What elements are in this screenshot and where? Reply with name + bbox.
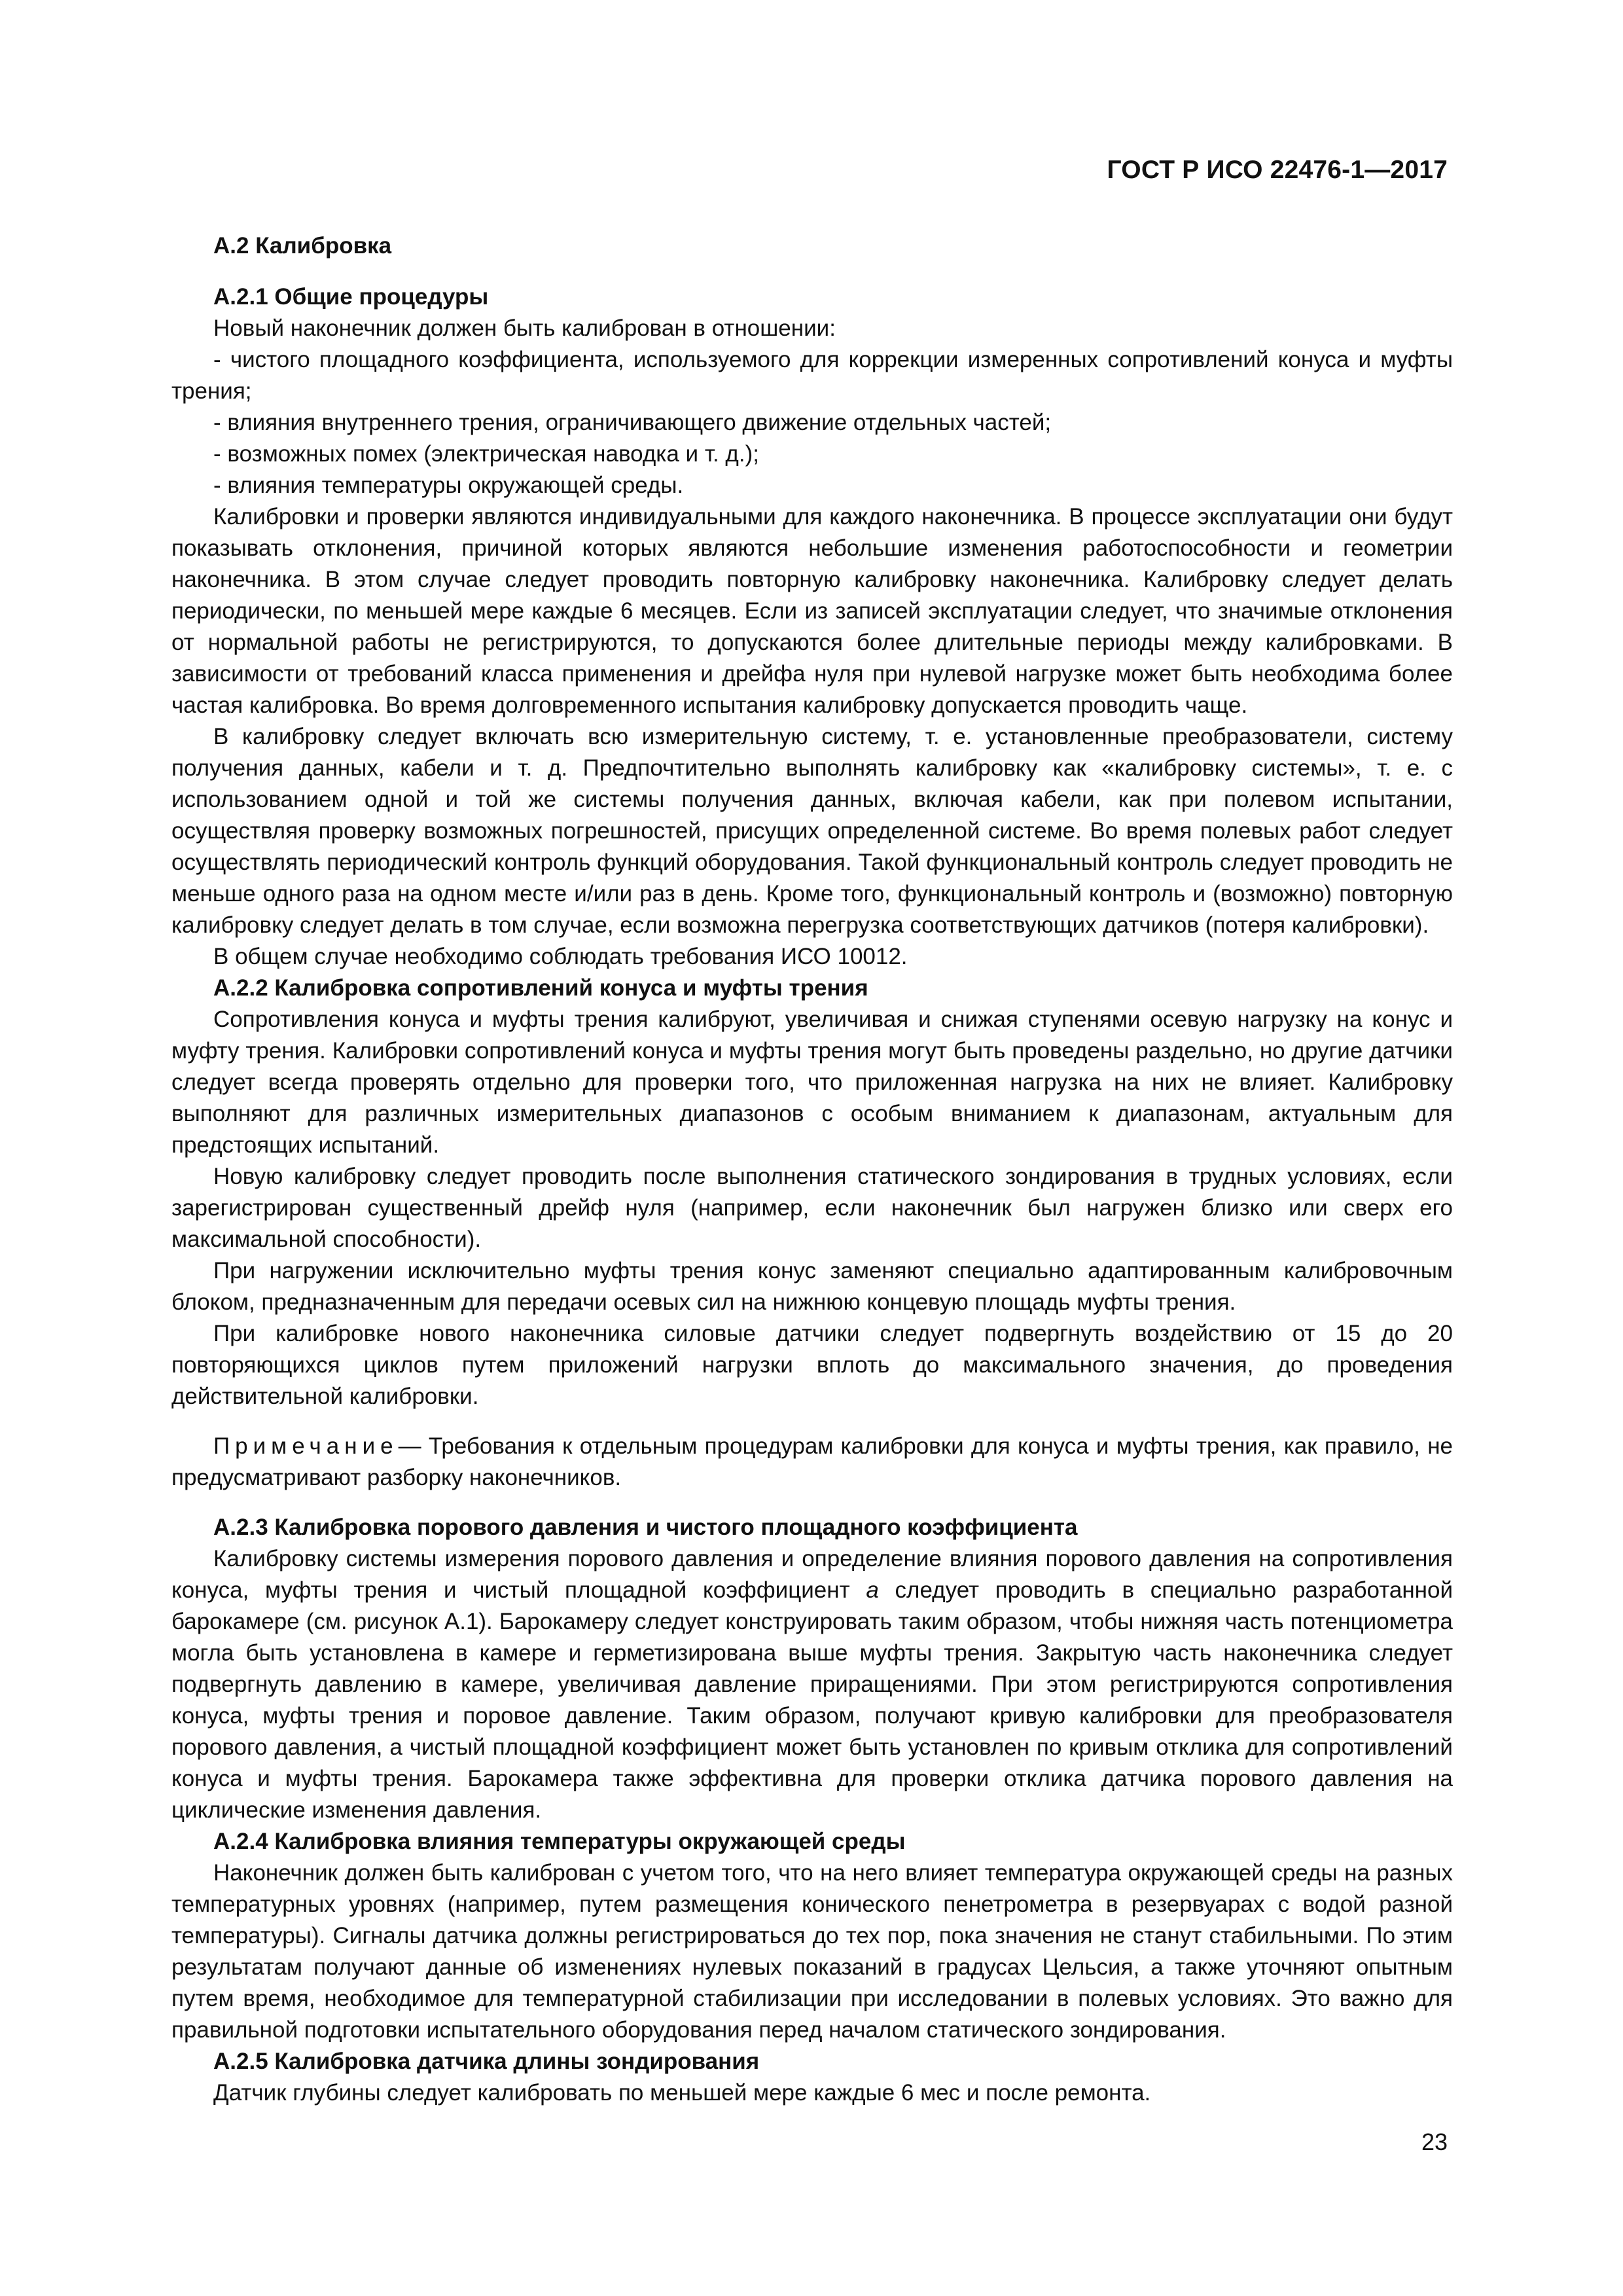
paragraph: Новую калибровку следует проводить после выполнения статического зондирования в трудных условиях, если зарегистрирован существенный дрейф нуля (например, если наконечник был нагружен близко или сверх его максимальной способности). [171,1164,1453,1252]
subsection-heading-a24: А.2.4 Калибровка влияния температуры окружающей среды [213,1829,906,1854]
subsection-heading-a22: А.2.2 Калибровка сопротивлений конуса и муфты трения [213,975,868,1001]
list-item: - возможных помех (электрическая наводка и т. д.); [213,441,759,467]
paragraph: Наконечник должен быть калиброван с учетом того, что на него влияет температура окружающей среды на разных температурных уровнях (например, путем размещения конического пенетрометра в резервуарах с водой разной температуры). Сигналы датчика должны регистрироваться до тех пор, пока значения не станут стабильными. По этим результатам получают данные об изменениях нулевых показаний в градусах Цельсия, а также уточняют опытным путем время, необходимое для температурной стабилизации при исследовании в полевых условиях. Это важно для правильной подготовки испытательного оборудования перед началом статического зондирования. [171,1860,1453,2043]
symbol-a: a [866,1577,879,1603]
note-text: — Требования к отдельным процедурам калибровки для конуса и муфты трения, как правило, не предусматривают разборку наконечников. [171,1433,1453,1490]
paragraph: Сопротивления конуса и муфты трения калибруют, увеличивая и снижая ступенями осевую нагрузку на конус и муфту трения. Калибровки сопротивлений конуса и муфты трения могут быть проведены раздельно, но другие датчики следует всегда проверять отдельно для проверки того, что приложенная нагрузка на них не влияет. Калибровку выполняют для различных измерительных диапазонов с особым вниманием к диапазонам, актуальным для предстоящих испытаний. [171,1007,1453,1158]
subsection-heading-a25: А.2.5 Калибровка датчика длины зондирования [213,2049,760,2074]
document-body [171,230,1453,2109]
paragraph: При калибровке нового наконечника силовые датчики следует подвергнуть воздействию от 15 до 20 повторяющихся циклов путем приложений нагрузки вплоть до максимального значения, до проведения действительной калибровки. [171,1321,1453,1409]
subsection-heading-a23: А.2.3 Калибровка порового давления и чистого площадного коэффициента [213,1515,1078,1540]
list-item: - чистого площадного коэффициента, используемого для коррекции измеренных сопротивлений конуса и муфты трения; [171,347,1453,404]
paragraph: В калибровку следует включать всю измерительную систему, т. е. установленные преобразователи, систему получения данных, кабели и т. д. Предпочтительно выполнять калибровку как «калибровку системы», т. е. с использованием одной и той же системы получения данных, включая кабели, как при полевом испытании, осуществляя проверку возможных погрешностей, присущих определенной системе. Во время полевых работ следует осуществлять периодический контроль функций оборудования. Такой функциональный контроль следует проводить не меньше одного раза на одном месте и/или раз в день. Кроме того, функциональный контроль и (возможно) повторную калибровку следует делать в том случае, если возможна перегрузка соответствующих датчиков (потеря калибровки). [171,724,1453,938]
paragraph: Калибровку системы измерения порового давления и определение влияния порового давления на сопротивления конуса, муфты трения и чистый площадной коэффициент a следует проводить в специально разработанной барокамере (см. рисунок А.1). Барокамеру следует конструировать таким образом, чтобы нижняя часть потенциометра могла быть установлена в камере и герметизирована выше муфты трения. Закрытую часть наконечника следует подвергнуть давлению в камере, увеличивая давление приращениями. При этом регистрируются сопротивления конуса, муфты трения и поровое давление. Таким образом, получают кривую калибровки для преобразователя порового давления, а чистый площадной коэффициент может быть установлен по кривым отклика для сопротивлений конуса и муфты трения. Барокамера также эффективна для проверки отклика датчика порового давления на циклические изменения давления. [171,1546,1453,1823]
document-header: ГОСТ Р ИСО 22476-1—2017 [1107,156,1448,184]
note [171,1431,1453,1494]
page-number: 23 [1421,2128,1448,2155]
paragraph: Калибровки и проверки являются индивидуальными для каждого наконечника. В процессе эксплуатации они будут показывать отклонения, причиной которых являются небольшие изменения работоспособности и геометрии наконечника. В этом случае следует проводить повторную калибровку наконечника. Калибровку следует делать периодически, по меньшей мере каждые 6 месяцев. Если из записей эксплуатации следует, что значимые отклонения от нормальной работы не регистрируются, то допускаются более длительные периоды между калибровками. В зависимости от требований класса применения и дрейфа нуля при нулевой нагрузке может быть необходима более частая калибровка. Во время долговременного испытания калибровку допускается проводить чаще. [171,504,1453,718]
list-item: - влияния внутреннего трения, ограничивающего движение отдельных частей; [213,410,1052,435]
section-heading: А.2 Калибровка [213,233,392,259]
paragraph: В общем случае необходимо соблюдать требования ИСО 10012. [213,944,908,969]
list-item: - влияния температуры окружающей среды. [213,473,684,498]
paragraph: Датчик глубины следует калибровать по меньшей мере каждые 6 мес и после ремонта. [213,2080,1151,2106]
subsection-heading-a21: А.2.1 Общие процедуры [213,284,489,310]
note-label: Примечание [213,1433,399,1459]
paragraph: Новый наконечник должен быть калиброван в отношении: [213,315,836,341]
paragraph: При нагружении исключительно муфты трения конус заменяют специально адаптированным калибровочным блоком, предназначенным для передачи осевых сил на нижнюю концевую площадь муфты трения. [171,1258,1453,1315]
